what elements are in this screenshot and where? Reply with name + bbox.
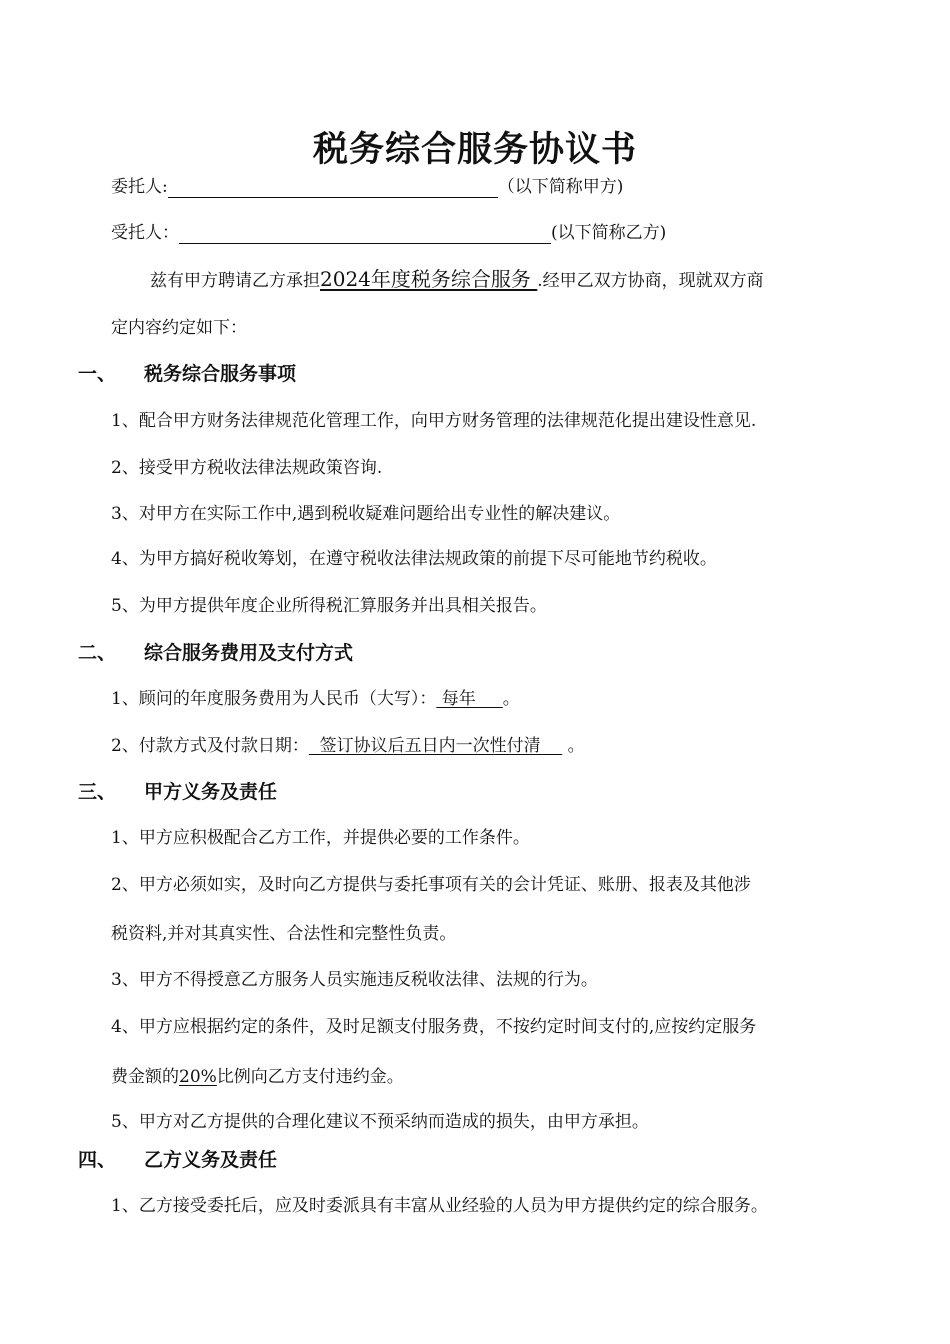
section-3-item-continued — [111, 1066, 404, 1088]
intro-line-1 — [150, 268, 764, 292]
section-1-heading — [78, 362, 296, 386]
section-4-title: 乙方义务及责任 — [144, 1149, 278, 1171]
intro-service-name: 2024年度税务综合服务 — [320, 267, 538, 291]
section-3-heading — [78, 780, 277, 804]
section-1-item: 4、为甲方搞好税收筹划，在遵守税收法律法规政策的前提下尽可能地节约税收。 — [111, 549, 717, 569]
fee-suffix: 。 — [502, 689, 520, 709]
fee-value: 每年 — [436, 689, 503, 709]
intro-part1: 兹有甲方聘请乙方承担 — [150, 271, 320, 291]
payment-value: 签订协议后五日内一次性付清 — [308, 736, 563, 756]
intro-part2: .经甲乙双方协商，现就双方商 — [537, 271, 764, 291]
section-1-title: 税务综合服务事项 — [144, 363, 297, 385]
section-4-item: 1、乙方接受委托后，应及时委派具有丰富从业经验的人员为甲方提供约定的综合服务。 — [111, 1196, 768, 1216]
client-line — [111, 176, 623, 198]
client-label: 委托人: — [111, 177, 168, 197]
section-1-item: 5、为甲方提供年度企业所得税汇算服务并出具相关报告。 — [111, 596, 547, 616]
section-2-heading — [78, 641, 353, 665]
section-1-item: 1、配合甲方财务法律规范化管理工作，向甲方财务管理的法律规范化提出建设性意见. — [111, 411, 757, 431]
payment-line — [111, 735, 585, 757]
section-3-item: 3、甲方不得授意乙方服务人员实施违反税收法律、法规的行为。 — [111, 970, 598, 990]
fee-prefix: 1、顾问的年度服务费用为人民币（大写）： — [111, 689, 437, 709]
section-3-number: 三、 — [78, 781, 117, 803]
section-3-item: 1、甲方应积极配合乙方工作，并提供必要的工作条件。 — [111, 828, 530, 848]
section-3-item-continued: 税资料,并对其真实性、合法性和完整性负责。 — [111, 924, 457, 944]
section-2-number: 二、 — [78, 642, 117, 664]
section-1-item: 3、对甲方在实际工作中,遇到税收疑难问题给出专业性的解决建议。 — [111, 504, 621, 524]
intro-line-2: 定内容约定如下： — [111, 318, 247, 338]
section-3-title: 甲方义务及责任 — [144, 781, 278, 803]
section-3-item: 2、甲方必须如实，及时向乙方提供与委托事项有关的会计凭证、账册、报表及其他涉 — [111, 875, 751, 895]
payment-suffix: 。 — [562, 736, 585, 756]
client-suffix: （以下简称甲方) — [497, 177, 624, 197]
section-3-item: 4、甲方应根据约定的条件，及时足额支付服务费，不按约定时间支付的,应按约定服务 — [111, 1017, 757, 1037]
section-3-item: 5、甲方对乙方提供的合理化建议不预采纳而造成的损失，由甲方承担。 — [111, 1112, 649, 1132]
fee-line — [111, 688, 520, 710]
payment-prefix: 2、付款方式及付款日期： — [111, 736, 309, 756]
section-1-number: 一、 — [78, 363, 117, 385]
penalty-prefix: 费金额的 — [111, 1067, 179, 1087]
agent-suffix: (以下简称乙方) — [551, 223, 667, 243]
section-1-item: 2、接受甲方税收法律法规政策咨询. — [111, 458, 383, 478]
agent-line — [111, 222, 666, 244]
penalty-rate: 20% — [179, 1067, 217, 1087]
client-blank[interactable] — [168, 179, 498, 198]
section-4-heading — [78, 1148, 277, 1172]
section-2-title: 综合服务费用及支付方式 — [144, 642, 354, 664]
section-4-number: 四、 — [78, 1149, 117, 1171]
agent-blank[interactable] — [179, 225, 551, 244]
agent-label: 受托人： — [111, 223, 179, 243]
penalty-suffix: 比例向乙方支付违约金。 — [216, 1067, 404, 1087]
document-title: 税务综合服务协议书 — [312, 130, 637, 170]
